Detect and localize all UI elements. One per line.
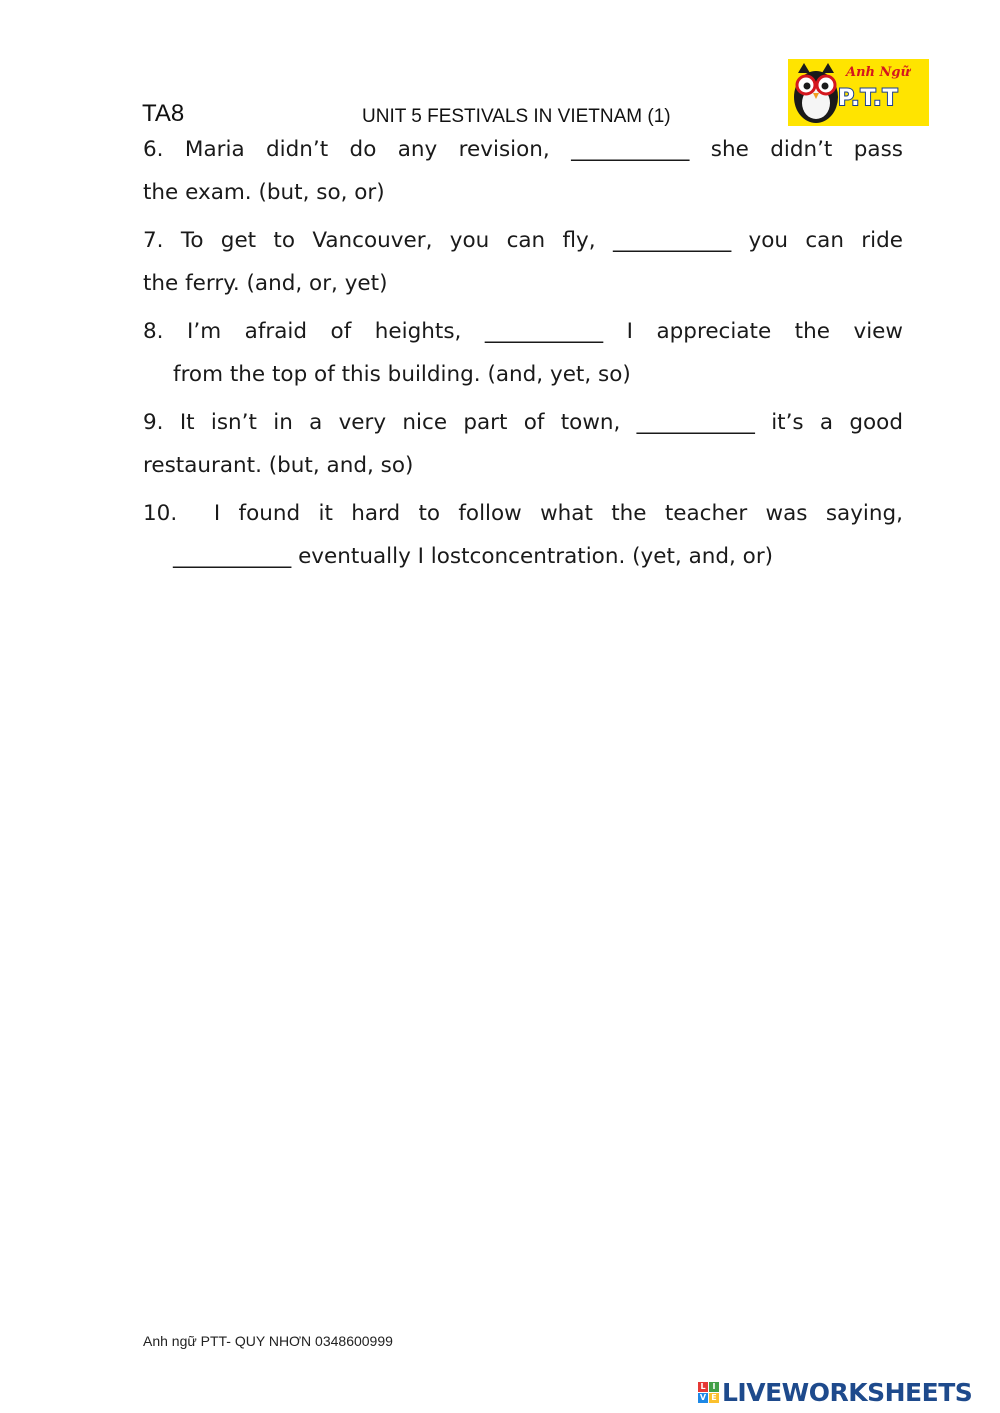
exercise-number: 9. [143, 410, 164, 435]
exercise-line [143, 262, 903, 305]
exercise-item [143, 310, 903, 396]
exercise-text: I’m afraid of heights, ___________ I appreciate the view [187, 319, 903, 344]
exercise-text: restaurant. (but, and, so) [143, 453, 414, 478]
exercise-line [143, 171, 903, 214]
exercise-line [143, 492, 903, 535]
exercise-number: 8. [143, 319, 164, 344]
mark-letter: L [698, 1382, 708, 1392]
exercise-text: It isn’t in a very nice part of town, ___________ it’s a good [179, 410, 903, 435]
liveworksheets-watermark [698, 1377, 972, 1407]
exercise-number: 10. [143, 501, 178, 526]
footer-contact: Anh ngữ PTT- QUY NHƠN 0348600999 [143, 1333, 393, 1349]
exercise-line [143, 401, 903, 444]
exercise-line [143, 310, 903, 353]
exercise-text: ___________ eventually I lostconcentration. (yet, and, or) [173, 544, 774, 569]
exercise-number: 7. [143, 228, 164, 253]
ptt-logo [788, 59, 929, 126]
exercise-item [143, 219, 903, 305]
exercise-item [143, 401, 903, 487]
exercise-line [143, 444, 903, 487]
exercise-item [143, 492, 903, 578]
mark-letter: V [699, 1392, 707, 1402]
exercise-text: I found it hard to follow what the teacher was saying, [213, 501, 903, 526]
logo-name-text: P.T.T [838, 86, 899, 111]
exercise-text: the ferry. (and, or, yet) [143, 271, 388, 296]
exercise-line [143, 535, 903, 578]
exercise-line [143, 219, 903, 262]
mark-letter: I [709, 1382, 719, 1392]
logo-brand-text: Anh Ngữ [846, 65, 910, 80]
unit-title: UNIT 5 FESTIVALS IN VIETNAM (1) [362, 106, 671, 127]
grade-label: TA8 [142, 100, 185, 127]
exercise-list [143, 128, 903, 583]
exercise-text: the exam. (but, so, or) [143, 180, 385, 205]
mark-letter: E [709, 1393, 719, 1403]
liveworksheets-text: LIVEWORKSHEETS [722, 1377, 973, 1407]
exercise-number: 6. [143, 137, 164, 162]
liveworksheets-mark-icon [698, 1382, 719, 1403]
exercise-text: To get to Vancouver, you can fly, ___________ you can ride [180, 228, 903, 253]
exercise-line [143, 353, 903, 396]
exercise-text: Maria didn’t do any revision, ___________ she didn’t pass [184, 137, 903, 162]
exercise-text: from the top of this building. (and, yet, so) [173, 362, 631, 387]
exercise-line [143, 128, 903, 171]
exercise-item [143, 128, 903, 214]
